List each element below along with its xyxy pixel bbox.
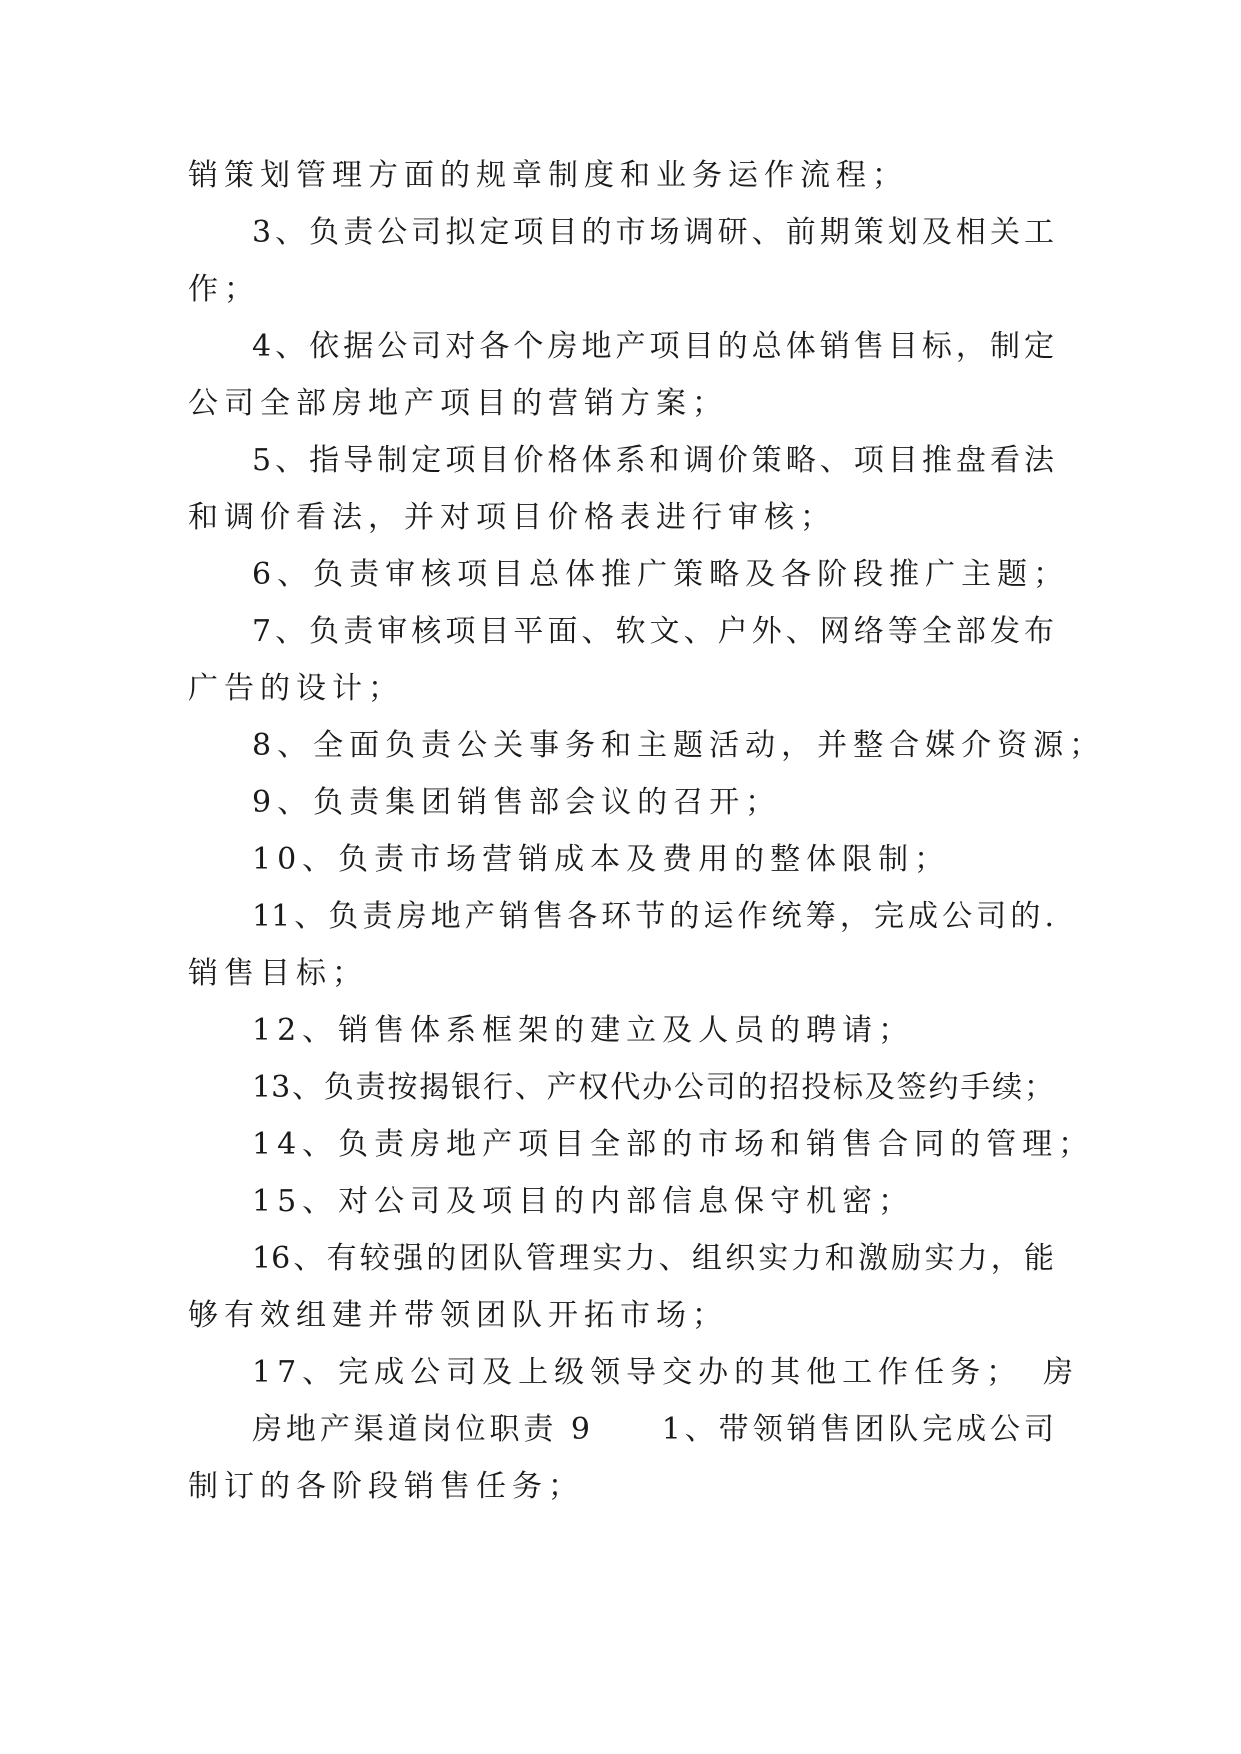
text-line: 17、完成公司及上级领导交办的其他工作任务； 房 [252,1355,1080,1390]
text-line: 4、依据公司对各个房地产项目的总体销售目标，制定 [252,329,1054,364]
text-line: 9、负责集团销售部会议的召开； [252,785,782,820]
text-line: 够有效组建并带领团队开拓市场； [188,1298,728,1333]
text-line: 10、负责市场营销成本及费用的整体限制； [252,842,951,877]
text-line: 销售目标； [188,956,368,991]
text-line: 16、有较强的团队管理实力、组织实力和激励实力，能 [252,1241,1054,1276]
text-line: 6、负责审核项目总体推广策略及各阶段推广主题； [252,557,1070,592]
text-line: 房地产渠道岗位职责 9 1、带领销售团队完成公司 [252,1412,1054,1447]
text-line: 销策划管理方面的规章制度和业务运作流程； [188,158,908,193]
text-line: 12、销售体系框架的建立及人员的聘请； [252,1013,915,1048]
text-line: 7、负责审核项目平面、软文、户外、网络等全部发布 [252,614,1054,649]
text-line: 13、负责按揭银行、产权代办公司的招投标及签约手续； [252,1070,1054,1105]
text-line: 3、负责公司拟定项目的市场调研、前期策划及相关工 [252,215,1054,250]
text-line: 广告的设计； [188,671,404,706]
text-line: 和调价看法，并对项目价格表进行审核； [188,500,836,535]
text-line: 8、全面负责公关事务和主题活动，并整合媒介资源； [252,728,1106,763]
text-line: 制订的各阶段销售任务； [188,1469,584,1504]
text-line: 11、负责房地产销售各环节的运作统筹，完成公司的. [252,899,1054,934]
text-line: 15、对公司及项目的内部信息保守机密； [252,1184,915,1219]
text-line: 公司全部房地产项目的营销方案； [188,386,728,421]
text-line: 作； [188,272,260,307]
text-line: 5、指导制定项目价格体系和调价策略、项目推盘看法 [252,443,1054,478]
text-line: 14、负责房地产项目全部的市场和销售合同的管理； [252,1127,1095,1162]
